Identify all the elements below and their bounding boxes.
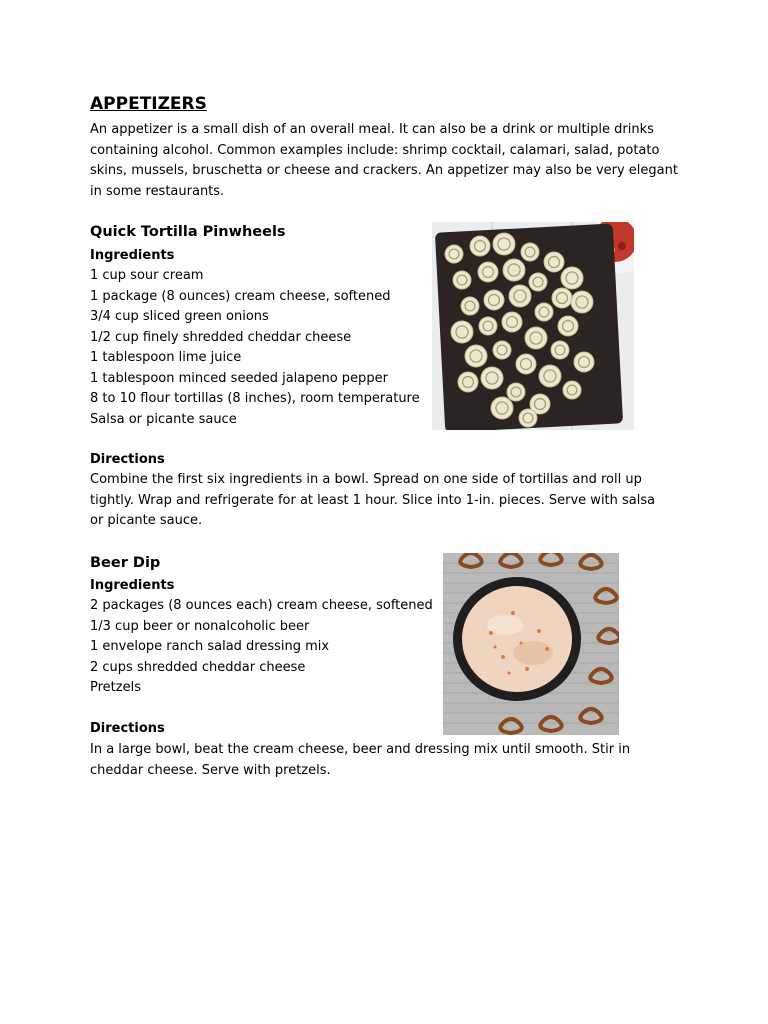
pinwheels-photo [432, 222, 634, 430]
ingredient-item: 8 to 10 flour tortillas (8 inches), room temperature [90, 391, 420, 406]
ingredient-item: 1/2 cup finely shredded cheddar cheese [90, 329, 352, 345]
ingredients-heading: Ingredients [90, 248, 175, 263]
directions-heading: Directions [90, 721, 165, 736]
ingredients-list [90, 266, 420, 430]
ingredient-item: Salsa or picante sauce [90, 411, 237, 427]
ingredient-item: 2 packages (8 ounces each) cream cheese, softened [90, 598, 433, 613]
directions-text: Combine the first six ingredients in a bowl. Spread on one side of tortillas and roll up tightly. Wrap and refrigerate for at least 1 hour. Slice into 1-in. pieces. Serve with salsa or picante sauce. [90, 472, 656, 528]
ingredient-item: 2 cups shredded cheddar cheese [90, 659, 306, 675]
directions-text: In a large bowl, beat the cream cheese, beer and dressing mix until smooth. Stir in cheddar cheese. Serve with pretzels. [90, 742, 631, 778]
ingredients-list [90, 596, 433, 699]
ingredient-item: 1 package (8 ounces) cream cheese, softened [90, 288, 391, 304]
ingredients-heading: Ingredients [90, 578, 175, 593]
page-title: APPETIZERS [90, 94, 207, 114]
ingredient-item: 1 cup sour cream [90, 268, 204, 283]
recipe-title-beer-dip: Beer Dip [90, 555, 161, 571]
ingredient-item: 1 envelope ranch salad dressing mix [90, 639, 330, 654]
beer-dip-photo [443, 553, 619, 735]
ingredient-item: Pretzels [90, 680, 141, 695]
ingredient-item: 1 tablespoon lime juice [90, 350, 242, 365]
intro-paragraph: An appetizer is a small dish of an overall meal. It can also be a drink or multiple drinks containing alcohol. Common examples include: shrimp cocktail, calamari, salad, potato skins, mussels, bruschetta or cheese and crackers. An appetizer may also be very elegant in some restaurants. [90, 122, 678, 199]
directions-heading: Directions [90, 452, 165, 467]
ingredient-item: 1/3 cup beer or nonalcoholic beer [90, 618, 310, 634]
ingredient-item: 3/4 cup sliced green onions [90, 309, 269, 324]
ingredient-item: 1 tablespoon minced seeded jalapeno pepper [90, 370, 388, 386]
recipe-title-pinwheels: Quick Tortilla Pinwheels [90, 224, 286, 240]
